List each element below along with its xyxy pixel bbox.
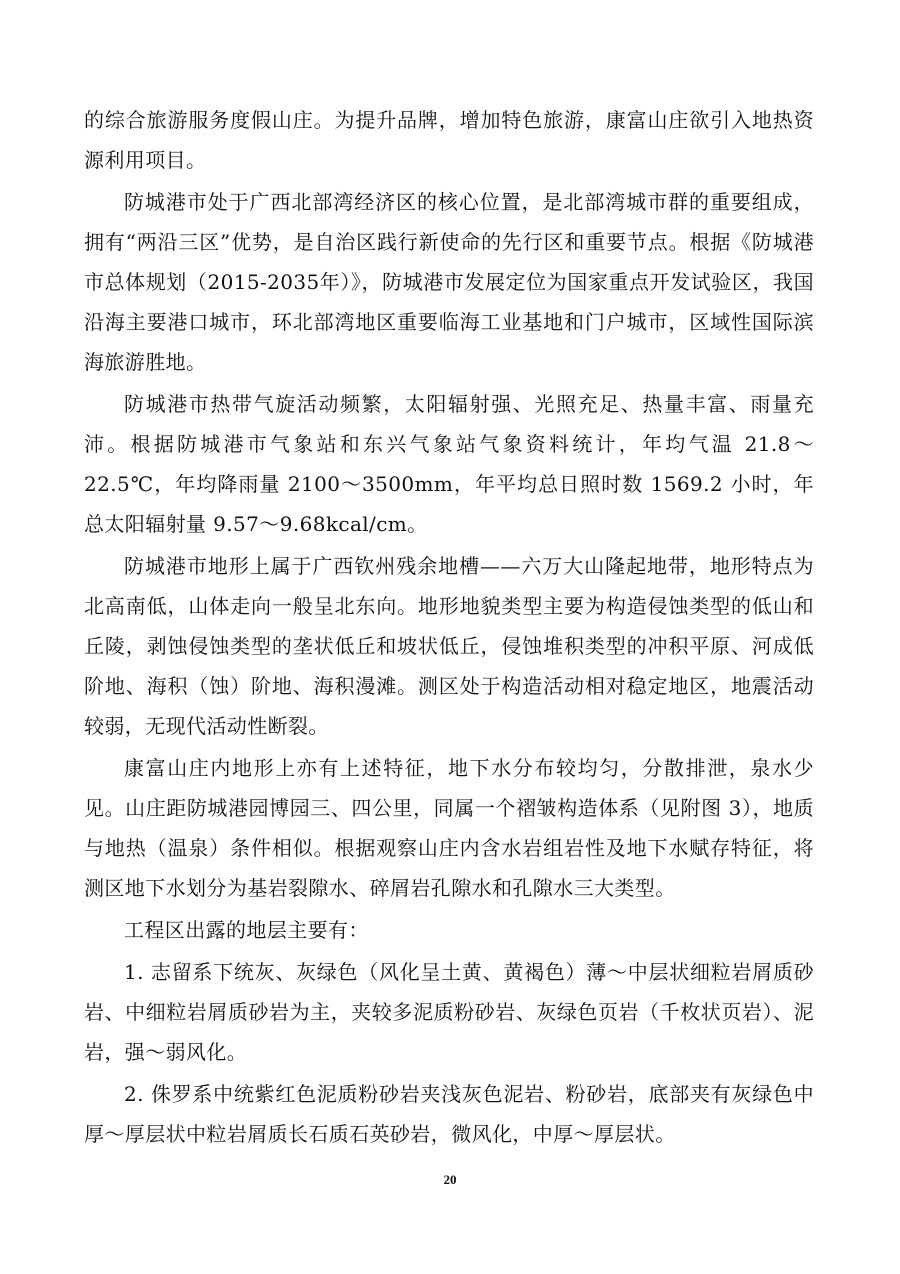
list-item-silurian: 1. 志留系下统灰、灰绿色（风化呈土黄、黄褐色）薄～中层状细粒岩屑质砂岩、中细粒岩屑质砂岩为主，夹较多泥质粉砂岩、灰绿色页岩（千枚状页岩）、泥岩，强～弱风化。 bbox=[84, 960, 814, 1064]
paragraph-city-location: 防城港市处于广西北部湾经济区的核心位置，是北部湾城市群的重要组成，拥有“两沿三区”优势，是自治区践行新使命的先行区和重要节点。根据《防城港市总体规划（2015-2035年）》，防城港市发展定位为国家重点开发试验区，我国沿海主要港口城市，环北部湾地区重要临海工业基地和门户城市，区域性国际滨海旅游胜地。 bbox=[84, 190, 814, 374]
paragraph-climate: 防城港市热带气旋活动频繁，太阳辐射强、光照充足、热量丰富、雨量充沛。根据防城港市气象站和东兴气象站气象资料统计，年均气温 21.8～22.5℃，年均降雨量 2100～3500mm，年平均总日照时数 1569.2 小时，年总太阳辐射量 9.57～9.68kcal/cm。 bbox=[84, 392, 814, 536]
paragraph-topography: 防城港市地形上属于广西钦州残余地槽——六万大山隆起地带，地形特点为北高南低，山体走向一般呈北东向。地形地貌类型主要为构造侵蚀类型的低山和丘陵，剥蚀侵蚀类型的垄状低丘和坡状低丘，侵蚀堆积类型的冲积平原、河成低阶地、海积（蚀）阶地、海积漫滩。测区处于构造活动相对稳定地区，地震活动较弱，无现代活动性断裂。 bbox=[84, 554, 814, 738]
page-number: 20 bbox=[443, 1172, 457, 1187]
body-text bbox=[84, 100, 814, 1156]
list-item-jurassic: 2. 侏罗系中统紫红色泥质粉砂岩夹浅灰色泥岩、粉砂岩，底部夹有灰绿色中厚～厚层状中粒岩屑质长石质石英砂岩，微风化，中厚～厚层状。 bbox=[84, 1082, 814, 1146]
paragraph-resort-intro: 的综合旅游服务度假山庄。为提升品牌，增加特色旅游，康富山庄欲引入地热资源利用项目。 bbox=[84, 108, 814, 172]
paragraph-strata-heading: 工程区出露的地层主要有： bbox=[124, 918, 369, 942]
paragraph-groundwater: 康富山庄内地形上亦有上述特征，地下水分布较均匀，分散排泄，泉水少见。山庄距防城港园博园三、四公里，同属一个褶皱构造体系（见附图 3），地质与地热（温泉）条件相似。根据观察山庄内含水岩组岩性及地下水赋存特征，将测区地下水划分为基岩裂隙水、碎屑岩孔隙水和孔隙水三大类型。 bbox=[84, 756, 814, 900]
